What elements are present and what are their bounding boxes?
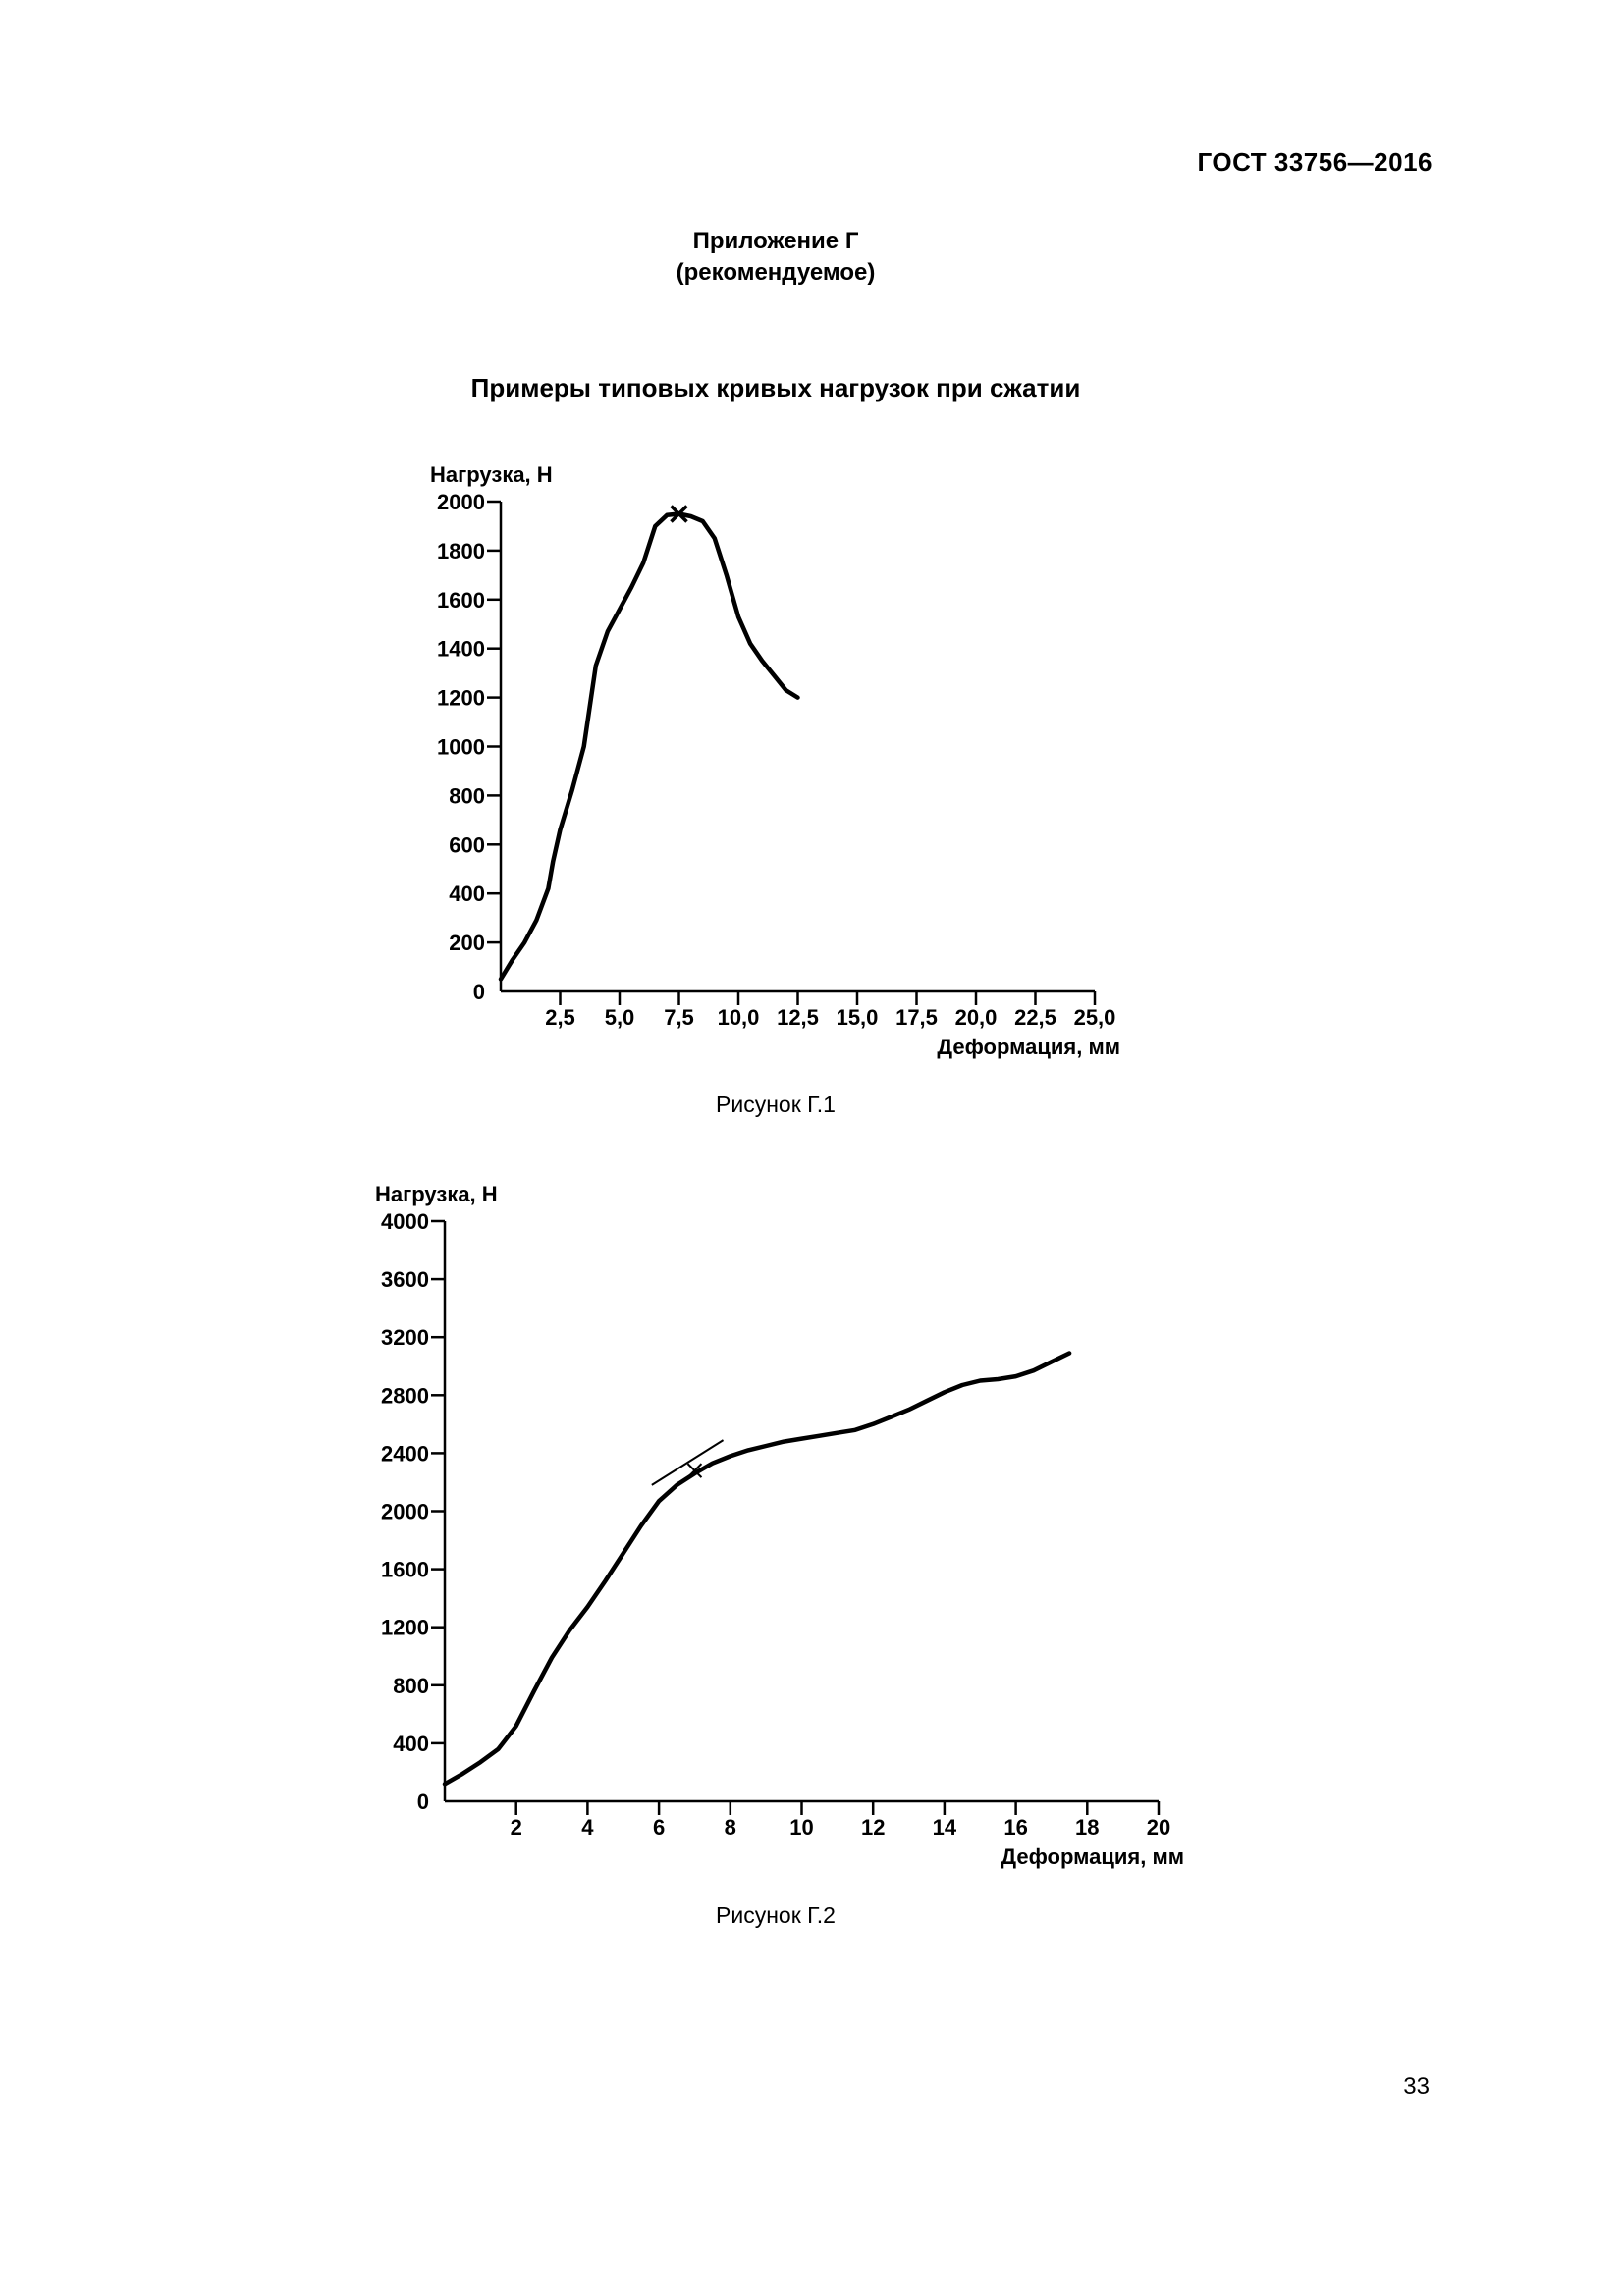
chart-1-data-point [750, 643, 751, 644]
chart-1-y-tick-label: 2000 [437, 490, 485, 514]
page-number: 33 [1403, 2073, 1430, 2100]
chart-1-series-line [501, 514, 798, 980]
chart-1-y-tick-label: 1200 [437, 685, 485, 711]
chart-1-x-tick-label: 20,0 [954, 1005, 998, 1030]
chart-1-y-tick-label: 800 [449, 783, 485, 809]
chart-1-data-point [643, 562, 644, 563]
chart-2-y-tick-label: 2400 [381, 1441, 429, 1467]
chart-2-y-tick-label: 0 [416, 1789, 429, 1814]
chart-1-data-point [553, 861, 554, 862]
chart-1-x-tick-label: 22,5 [1014, 1005, 1056, 1030]
chart-2-data-point [640, 1525, 641, 1526]
chart-2-data-point [766, 1446, 767, 1447]
chart-1-svg [0, 452, 1624, 1080]
chart-2-y-tick-label: 2800 [381, 1383, 429, 1409]
chart-2-series-line [445, 1354, 1069, 1785]
chart-1-data-point [762, 661, 763, 662]
chart-1-data-point [726, 574, 727, 575]
chart-2-data-point [569, 1629, 570, 1630]
chart-2-data-point [962, 1384, 963, 1385]
chart-2-x-axis-title: Деформация, мм [1001, 1844, 1184, 1869]
chart-1-y-tick-label: 0 [472, 980, 485, 1004]
chart-2-data-point [1069, 1353, 1070, 1354]
chart-1-y-tick-label: 600 [449, 832, 485, 858]
chart-1-x-tick-label: 12,5 [777, 1005, 819, 1030]
chart-2-x-tick-label: 6 [652, 1815, 666, 1840]
chart-1-data-point [560, 829, 561, 830]
chart-1-data-point [548, 888, 549, 889]
chart-2-y-tick-label: 1200 [381, 1615, 429, 1640]
chart-2-data-point [873, 1423, 874, 1424]
chart-2-y-tick-label: 1600 [381, 1557, 429, 1582]
document-code: ГОСТ 33756—2016 [1197, 147, 1433, 177]
chart-2-data-point [515, 1726, 516, 1727]
chart-1-x-tick-label: 2,5 [545, 1005, 575, 1030]
chart-2-data-point [855, 1429, 856, 1430]
appendix-heading [0, 226, 1551, 289]
chart-2-y-tick-label: 4000 [381, 1209, 429, 1234]
chart-2-data-point [819, 1435, 820, 1436]
chart-2-y-tick-label: 800 [393, 1673, 429, 1698]
chart-2-x-tick-label: 18 [1075, 1815, 1100, 1840]
chart-2-data-point [891, 1416, 892, 1417]
chart-2-data-point [462, 1773, 463, 1774]
chart-2-data-point [926, 1401, 927, 1402]
chart-2-y-tick-label: 3600 [381, 1267, 429, 1293]
chart-1-x-tick-label: 17,5 [895, 1005, 938, 1030]
chart-2-svg [0, 1168, 1624, 1875]
chart-2-data-point [552, 1657, 553, 1658]
chart-2-x-tick-label: 10 [789, 1815, 814, 1840]
chart-2-x-tick-label: 14 [932, 1815, 957, 1840]
chart-1-data-point [797, 697, 798, 698]
chart-2-data-point [694, 1473, 695, 1474]
chart-1-data-point [631, 587, 632, 588]
chart-1-data-point [536, 920, 537, 921]
chart-2-x-tick-label: 8 [724, 1815, 736, 1840]
chart-2-y-tick-label: 3200 [381, 1325, 429, 1351]
chart-2-data-point [801, 1438, 802, 1439]
chart-2-data-point [998, 1379, 999, 1380]
figure-2-caption: Рисунок Г.2 [716, 1902, 836, 1928]
chart-1-x-tick-label: 7,5 [664, 1005, 694, 1030]
chart-1-data-point [524, 942, 525, 943]
chart-2-x-tick-label: 12 [860, 1815, 886, 1840]
chart-1-data-point [583, 746, 584, 747]
chart-2-data-point [1015, 1376, 1016, 1377]
chart-2-data-point [784, 1441, 785, 1442]
chart-1-data-point [667, 514, 668, 515]
chart-1-data-point [774, 675, 775, 676]
chart-1-data-point [501, 979, 502, 980]
chart-2-y-axis-title: Нагрузка, Н [375, 1182, 498, 1206]
section-title: Примеры типовых кривых нагрузок при сжатии [470, 373, 1081, 402]
chart-2-data-point [498, 1748, 499, 1749]
chart-1-x-tick-label: 25,0 [1073, 1005, 1116, 1030]
chart-2-data-point [659, 1501, 660, 1502]
chart-1-data-point [738, 616, 739, 617]
chart-2-data-point [944, 1392, 945, 1393]
chart-1-data-point [785, 690, 786, 691]
chart-1-data-point [714, 538, 715, 539]
chart-1-data-point [690, 515, 691, 516]
chart-2-x-tick-label: 16 [1003, 1815, 1028, 1840]
chart-1-data-point [702, 520, 703, 521]
chart-2-y-tick-label: 400 [393, 1731, 429, 1756]
chart-1-x-tick-label: 5,0 [604, 1005, 635, 1030]
chart-1-y-tick-label: 1800 [437, 538, 485, 563]
chart-2 [0, 1168, 1624, 1875]
chart-2-data-point [480, 1762, 481, 1763]
chart-1-data-point [620, 609, 621, 610]
chart-2-x-tick-label: 20 [1146, 1815, 1171, 1840]
chart-1-x-tick-label: 10,0 [717, 1005, 760, 1030]
chart-2-data-point [730, 1456, 731, 1457]
appendix-subtitle: (рекомендуемое) [676, 259, 876, 286]
chart-1-y-tick-label: 1600 [437, 587, 485, 613]
chart-1-data-point [655, 525, 656, 526]
chart-1 [0, 452, 1624, 1080]
chart-1-data-point [607, 631, 608, 632]
chart-1-x-axis-title: Деформация, мм [937, 1035, 1120, 1059]
chart-1-data-point [571, 790, 572, 791]
chart-1-data-point [513, 959, 514, 960]
chart-1-y-tick-label: 200 [449, 931, 485, 956]
chart-2-data-point [747, 1450, 748, 1451]
chart-1-data-point [595, 666, 596, 667]
appendix-title: Приложение Г [692, 228, 859, 254]
chart-2-data-point [605, 1580, 606, 1581]
chart-2-data-point [587, 1607, 588, 1608]
chart-2-data-point [712, 1463, 713, 1464]
figure-1-caption: Рисунок Г.1 [716, 1092, 836, 1117]
chart-2-data-point [837, 1432, 838, 1433]
chart-2-data-point [445, 1784, 446, 1785]
chart-1-y-tick-label: 1000 [437, 734, 485, 760]
chart-2-x-tick-label: 4 [581, 1815, 594, 1840]
chart-2-y-tick-label: 2000 [381, 1499, 429, 1524]
chart-2-x-tick-label: 2 [510, 1815, 522, 1840]
chart-1-x-tick-label: 15,0 [836, 1005, 879, 1030]
chart-1-y-tick-label: 1400 [437, 636, 485, 662]
chart-1-y-axis-title: Нагрузка, Н [430, 462, 553, 487]
chart-2-data-point [980, 1380, 981, 1381]
chart-1-y-tick-label: 400 [449, 881, 485, 907]
chart-2-data-point [1033, 1370, 1034, 1371]
chart-2-data-point [908, 1410, 909, 1411]
chart-2-data-point [533, 1690, 534, 1691]
